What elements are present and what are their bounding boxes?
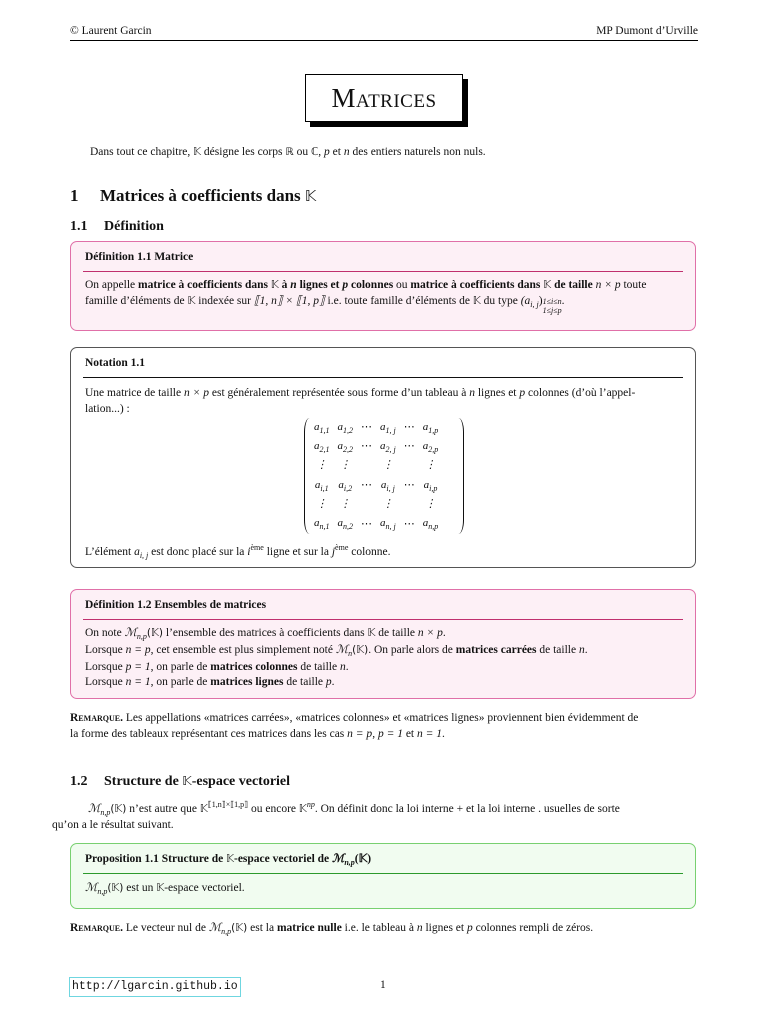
page-number: 1	[380, 979, 386, 991]
matrix-entry	[400, 495, 419, 514]
matrix-table	[310, 418, 442, 534]
matrix-entry: $a_{1,1}$	[314, 420, 330, 435]
matrix-entry: ⋮	[316, 459, 328, 472]
notation-body: Une matrice de taille n × p est généralement représentée sous forme d’un tableau à n lignes et p colonnes (d’où l’appel- lation...) :	[85, 386, 636, 415]
subsection-heading-structure: 1.2 Structure de 𝕂-espace vectoriel	[70, 773, 291, 789]
matrix-entry	[357, 457, 376, 476]
matrix-entry: ⋯	[403, 478, 415, 491]
intro-paragraph: Dans tout ce chapitre, 𝕂 désigne les corps ℝ ou ℂ, p et n des entiers naturels non nuls.	[90, 146, 486, 158]
matrix-display	[304, 418, 464, 534]
matrix-row	[310, 457, 442, 476]
remark-paragraph-2: Remarque. Le vecteur nul de ℳ$_{n,p}$(𝕂) est la matrice nulle i.e. le tableau à n lignes et p colonnes rempli de zéros.	[70, 922, 594, 936]
school: MP Dumont d’Urville	[596, 25, 698, 37]
definition-body: On appelle matrice à coefficients dans 𝕂 à n lignes et p colonnes ou matrice à coefficients dans 𝕂 de taille n × p toute famille d’éléments de 𝕂 indexée sur ⟦1, n⟧ × ⟦1, p⟧ i.e. toute famille d’éléments de 𝕂 du type $(a_{i, j})1\le i\le n$ 1≤j≤p.	[85, 278, 647, 315]
remark-paragraph: Remarque. Les appellations «matrices carrées», «matrices colonnes» et «matrices lignes» proviennent bien évidemment de la forme des tableaux représentant ces matrices dans les cas n = p, p = 1 et n = 1.	[70, 712, 639, 740]
definition-title: Définition 1.1 Matrice	[85, 251, 194, 263]
matrix-entry: ⋮	[382, 459, 394, 472]
matrix-entry: ⋮	[339, 497, 351, 510]
definition-box-ensembles	[70, 589, 696, 699]
matrix-row	[310, 437, 442, 456]
matrix-entry: ⋮	[316, 497, 328, 510]
matrix-entry	[400, 457, 419, 476]
matrix-row	[310, 495, 442, 514]
matrix-entry: $a_{i,p}$	[423, 478, 438, 493]
matrix-entry: $a_{n,2}$	[337, 517, 353, 532]
notation-element-sentence: L’élément $a_{i, j}$ est donc placé sur la $i^{ème}$ ligne et sur la $j^{ème}$ colonne.	[85, 543, 391, 560]
matrix-entry: ⋯	[361, 478, 372, 491]
matrix-entry: $a_{1, j}$	[380, 420, 396, 435]
matrix-entry: ⋮	[339, 459, 351, 472]
matrix-entry: $a_{n, j}$	[380, 517, 396, 532]
footer-website-link[interactable]: http://lgarcin.github.io	[69, 977, 241, 997]
matrix-entry: $a_{2,p}$	[422, 439, 439, 454]
structure-paragraph: ℳ$_{n,p}$(𝕂) n’est autre que 𝕂$^{⟦1,n⟧\times⟦1,p⟧}$ ou encore 𝕂$^{np}$. On définit donc la loi interne + et la loi interne . usuelles de sorte qu’on a le résultat suivant.	[52, 800, 620, 832]
matrix-entry	[357, 495, 376, 514]
section-heading: 1 Matrices à coefficients dans 𝕂	[70, 186, 317, 205]
matrix-entry: ⋯	[403, 440, 415, 453]
matrix-entry: ⋮	[382, 497, 394, 510]
matrix-entry: $a_{2, j}$	[380, 439, 396, 454]
definition-title: Définition 1.2 Ensembles de matrices	[85, 599, 267, 611]
definition-box-matrice	[70, 241, 696, 331]
chapter-title: Matrices	[331, 83, 437, 113]
matrix-entry: ⋯	[403, 421, 415, 434]
matrix-entry: $a_{1,p}$	[422, 420, 439, 435]
matrix-entry: $a_{i, j}$	[380, 478, 395, 493]
proposition-body: ℳ$_{n,p}$(𝕂) est un 𝕂-espace vectoriel.	[85, 882, 245, 897]
matrix-entry: ⋮	[424, 459, 436, 472]
proposition-title: Proposition 1.1 Structure de 𝕂-espace vectoriel de ℳ$_{n,p}$(𝕂)	[85, 853, 372, 867]
matrix-entry: ⋯	[361, 421, 372, 434]
right-parenthesis	[453, 418, 464, 534]
definition-body: On note ℳ$_{n,p}$(𝕂) l’ensemble des matrices à coefficients dans 𝕂 de taille n × p. Lorsque n = p, cet ensemble est plus simplement noté ℳ$_n$(𝕂). On parle alors de matrices carrées de taille n. Lorsque p = 1, on parle de matrices colonnes de taille n. Lorsque n = 1, on parle de matrices lignes de taille p.	[85, 626, 588, 689]
matrix-entry: $a_{2,1}$	[314, 439, 330, 454]
matrix-row	[310, 514, 442, 533]
matrix-entry: $a_{1,2}$	[337, 420, 353, 435]
matrix-entry: ⋮	[424, 497, 436, 510]
matrix-row	[310, 476, 442, 495]
matrix-entry: $a_{n,p}$	[422, 517, 439, 532]
page-header	[70, 22, 698, 41]
subsection-heading-definition: 1.1 Définition	[70, 219, 164, 234]
author: © Laurent Garcin	[70, 25, 152, 37]
notation-title: Notation 1.1	[85, 357, 146, 369]
matrix-entry: $a_{2,2}$	[337, 439, 353, 454]
matrix-entry: ⋯	[403, 517, 415, 530]
matrix-entry: ⋯	[361, 440, 372, 453]
matrix-entry: $a_{i,2}$	[338, 478, 353, 493]
proposition-box	[70, 843, 696, 909]
matrix-entry: $a_{i,1}$	[314, 478, 329, 493]
chapter-title-box	[305, 74, 463, 122]
matrix-entry: ⋯	[361, 517, 372, 530]
matrix-entry: $a_{n,1}$	[314, 517, 330, 532]
matrix-row	[310, 418, 442, 437]
